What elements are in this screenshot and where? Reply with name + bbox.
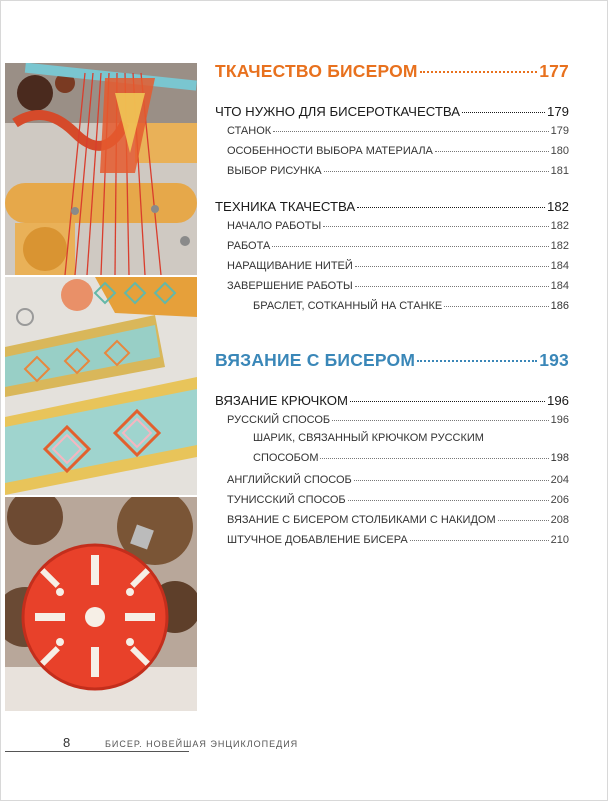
toc-item <box>215 474 569 486</box>
toc-item <box>215 414 569 426</box>
leader-dots <box>435 151 549 152</box>
toc-item <box>215 240 569 252</box>
subitem-page: 198 <box>550 452 569 464</box>
leader-dots <box>348 500 549 501</box>
section-knitting-heading <box>215 350 569 371</box>
running-footer-title: БИСЕР. НОВЕЙШАЯ ЭНЦИКЛОПЕДИЯ <box>105 739 299 749</box>
subitem-title-line2-row <box>253 448 569 468</box>
bead-loom-photo <box>5 63 197 275</box>
leader-dots <box>410 540 549 541</box>
subitem-title-line1: ШАРИК, СВЯЗАННЫЙ КРЮЧКОМ РУССКИМ <box>253 432 484 444</box>
item-title: СТАНОК <box>227 125 272 137</box>
page-number: 8 <box>63 735 71 750</box>
leader-dots <box>355 286 549 287</box>
leader-dots <box>273 131 548 132</box>
chapter-entry <box>215 393 569 408</box>
item-title: НАРАЩИВАНИЕ НИТЕЙ <box>227 260 353 272</box>
item-title: НАЧАЛО РАБОТЫ <box>227 220 322 232</box>
table-of-contents <box>215 61 569 546</box>
item-title: ЗАВЕРШЕНИЕ РАБОТЫ <box>227 280 353 292</box>
section-title: ВЯЗАНИЕ С БИСЕРОМ <box>215 350 416 370</box>
item-title: ОСОБЕННОСТИ ВЫБОРА МАТЕРИАЛА <box>227 145 433 157</box>
section-weaving-heading <box>215 61 569 82</box>
leader-dots <box>417 360 537 362</box>
leader-dots <box>420 71 537 73</box>
leader-dots <box>324 171 549 172</box>
leader-dots <box>462 112 545 113</box>
item-page: 208 <box>550 514 569 526</box>
chapter-title: ВЯЗАНИЕ КРЮЧКОМ <box>215 393 349 408</box>
subitem-title-line2: СПОСОБОМ <box>253 452 319 464</box>
toc-item <box>215 125 569 137</box>
item-page: 181 <box>550 165 569 177</box>
item-title: ВЫБОР РИСУНКА <box>227 165 322 177</box>
leader-dots <box>498 520 549 521</box>
leader-dots <box>354 480 549 481</box>
leader-dots <box>272 246 548 247</box>
leader-dots <box>444 306 548 307</box>
item-page: 179 <box>550 125 569 137</box>
item-title: АНГЛИЙСКИЙ СПОСОБ <box>227 474 352 486</box>
toc-item <box>215 534 569 546</box>
chapter-page: 182 <box>546 199 569 214</box>
woven-bracelet-photo <box>5 277 197 495</box>
chapter-page: 179 <box>546 104 569 119</box>
section-title: ТКАЧЕСТВО БИСЕРОМ <box>215 61 418 81</box>
item-title: ВЯЗАНИЕ С БИСЕРОМ СТОЛБИКАМИ С НАКИДОМ <box>227 514 496 526</box>
chapter-entry <box>215 199 569 214</box>
item-page: 182 <box>550 240 569 252</box>
leader-dots <box>355 266 549 267</box>
toc-item <box>215 145 569 157</box>
leader-dots <box>332 420 549 421</box>
toc-item <box>215 494 569 506</box>
item-page: 196 <box>550 414 569 426</box>
leader-dots <box>323 226 548 227</box>
leader-dots <box>357 207 545 208</box>
leader-dots <box>320 458 548 459</box>
toc-item <box>215 260 569 272</box>
item-page: 184 <box>550 260 569 272</box>
item-page: 206 <box>550 494 569 506</box>
chapter-entry <box>215 104 569 119</box>
toc-item <box>215 514 569 526</box>
item-title: РАБОТА <box>227 240 271 252</box>
item-page: 182 <box>550 220 569 232</box>
section-page: 177 <box>539 61 569 81</box>
item-page: 204 <box>550 474 569 486</box>
chapter-title: ЧТО НУЖНО ДЛЯ БИСЕРОТКАЧЕСТВА <box>215 104 461 119</box>
leader-dots <box>350 401 545 402</box>
subitem-title: БРАСЛЕТ, СОТКАННЫЙ НА СТАНКЕ <box>253 300 443 312</box>
toc-subitem-wrapped <box>215 428 569 468</box>
toc-item <box>215 280 569 292</box>
item-page: 180 <box>550 145 569 157</box>
toc-item <box>215 165 569 177</box>
toc-subitem <box>215 300 569 312</box>
subitem-page: 186 <box>550 300 569 312</box>
chapter-title: ТЕХНИКА ТКАЧЕСТВА <box>215 199 356 214</box>
chapter-page: 196 <box>546 393 569 408</box>
item-page: 210 <box>550 534 569 546</box>
item-title: ТУНИССКИЙ СПОСОБ <box>227 494 346 506</box>
footer-rule <box>5 751 189 752</box>
item-title: ШТУЧНОЕ ДОБАВЛЕНИЕ БИСЕРА <box>227 534 408 546</box>
section-page: 193 <box>539 350 569 370</box>
beaded-ornament-photo <box>5 497 197 711</box>
item-title: РУССКИЙ СПОСОБ <box>227 414 331 426</box>
toc-item <box>215 220 569 232</box>
item-page: 184 <box>550 280 569 292</box>
